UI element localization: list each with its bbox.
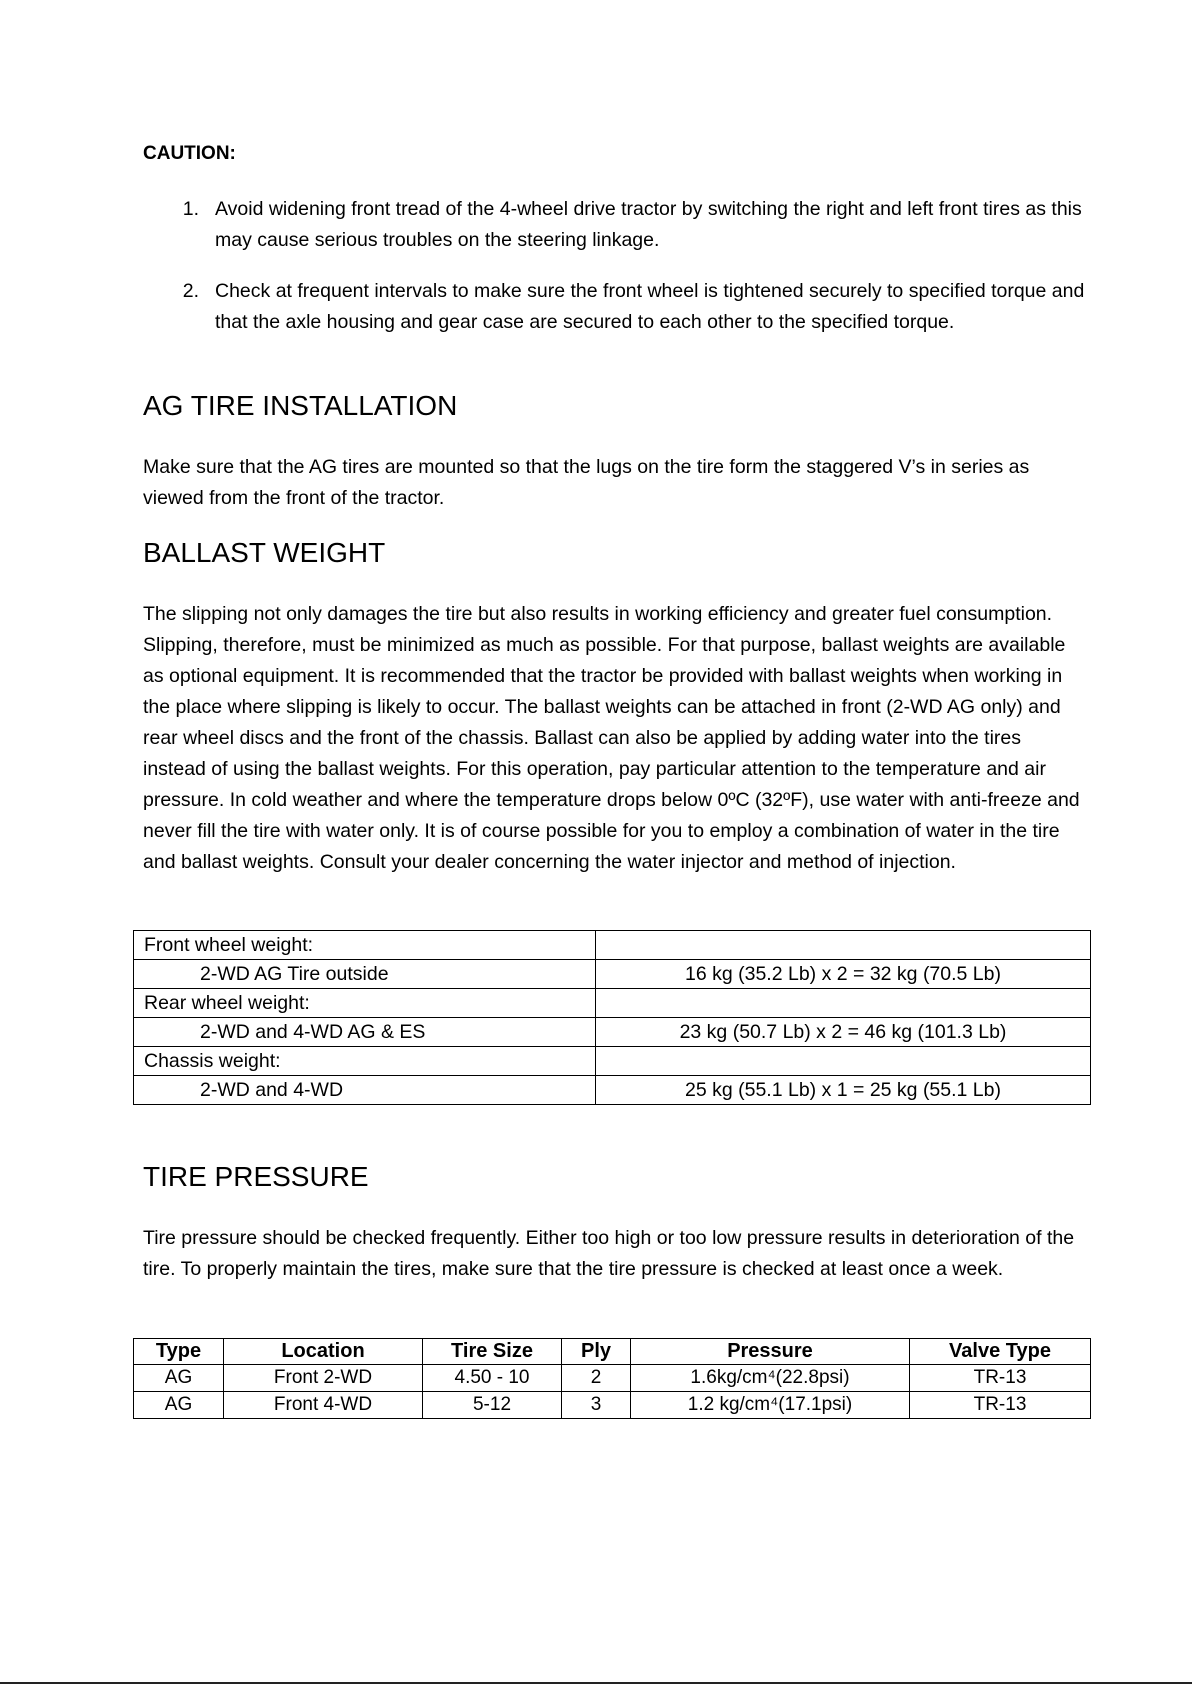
ballast-heading: BALLAST WEIGHT	[143, 537, 386, 568]
list-item	[143, 194, 1093, 256]
table-row	[134, 1365, 1091, 1392]
list-item	[143, 276, 1093, 338]
tire-pressure-paragraph: Tire pressure should be checked frequently. Either too high or too low pressure results in deterioration of the tire. To properly maintain the tires, make sure that the tire pressure is checked at least once a week.	[143, 1227, 1075, 1280]
list-number: 1.	[182, 198, 199, 220]
table-row	[134, 1047, 1091, 1076]
table-cell: TR-13	[910, 1365, 1091, 1392]
ag-tire-heading: AG TIRE INSTALLATION	[143, 390, 458, 421]
table-cell: 1.6kg/cm⁴(22.8psi)	[631, 1365, 910, 1392]
table-cell: 2	[562, 1365, 631, 1392]
page-bottom-border	[0, 1682, 1192, 1684]
table-cell: Front 2-WD	[224, 1365, 423, 1392]
caution-label: CAUTION:	[143, 143, 236, 164]
column-header: Pressure	[631, 1339, 910, 1365]
ag-tire-paragraph: Make sure that the AG tires are mounted so that the lugs on the tire form the staggered V’s in series as viewed from the front of the tractor.	[143, 456, 1030, 509]
table-cell: Front 4-WD	[224, 1392, 423, 1419]
table-row	[134, 1392, 1091, 1419]
list-text: Avoid widening front tread of the 4-wheel drive tractor by switching the right and left front tires as this may cause serious troubles on the steering linkage.	[215, 198, 1082, 251]
table-header-row	[134, 1339, 1091, 1365]
table-row	[134, 1076, 1091, 1105]
weight-value: 23 kg (50.7 Lb) x 2 = 46 kg (101.3 Lb)	[596, 1018, 1091, 1047]
weight-label: Rear wheel weight:	[134, 989, 596, 1018]
caution-list	[143, 194, 1093, 358]
weight-label: Front wheel weight:	[134, 931, 596, 960]
ballast-paragraph: The slipping not only damages the tire but also results in working efficiency and greater fuel consumption. Slipping, therefore, must be minimized as much as possible. For that purpose, ballast weights are available as optional equipment. It is recommended that the tractor be provided with ballast weights when working in the place where slipping is likely to occur. The ballast weights can be attached in front (2-WD AG only) and rear wheel discs and the front of the chassis. Ballast can also be applied by adding water into the tires instead of using the ballast weights. For this operation, pay particular attention to the temperature and air pressure. In cold weather and where the temperature drops below 0ºC (32ºF), use water with anti-freeze and never fill the tire with water only. It is of course possible for you to employ a combination of water in the tire and ballast weights. Consult your dealer concerning the water injector and method of injection.	[143, 603, 1080, 873]
weight-label: 2-WD and 4-WD	[134, 1076, 596, 1105]
column-header: Ply	[562, 1339, 631, 1365]
column-header: Valve Type	[910, 1339, 1091, 1365]
weight-label: Chassis weight:	[134, 1047, 596, 1076]
table-cell: AG	[134, 1365, 224, 1392]
table-cell: 1.2 kg/cm⁴(17.1psi)	[631, 1392, 910, 1419]
tire-pressure-table	[133, 1338, 1091, 1419]
table-cell: 4.50 - 10	[423, 1365, 562, 1392]
table-row	[134, 989, 1091, 1018]
table-row	[134, 960, 1091, 989]
weight-value	[596, 931, 1091, 960]
table-cell: 3	[562, 1392, 631, 1419]
weight-label: 2-WD and 4-WD AG & ES	[134, 1018, 596, 1047]
list-text: Check at frequent intervals to make sure the front wheel is tightened securely to specified torque and that the axle housing and gear case are secured to each other to the specified torque.	[215, 280, 1085, 333]
column-header: Tire Size	[423, 1339, 562, 1365]
list-number: 2.	[182, 280, 199, 302]
weight-value: 25 kg (55.1 Lb) x 1 = 25 kg (55.1 Lb)	[596, 1076, 1091, 1105]
tire-pressure-heading: TIRE PRESSURE	[143, 1161, 369, 1192]
weight-value	[596, 1047, 1091, 1076]
weight-value: 16 kg (35.2 Lb) x 2 = 32 kg (70.5 Lb)	[596, 960, 1091, 989]
table-row	[134, 1018, 1091, 1047]
column-header: Location	[224, 1339, 423, 1365]
ballast-weight-table	[133, 930, 1091, 1105]
column-header: Type	[134, 1339, 224, 1365]
table-row	[134, 931, 1091, 960]
table-cell: 5-12	[423, 1392, 562, 1419]
weight-value	[596, 989, 1091, 1018]
table-cell: AG	[134, 1392, 224, 1419]
weight-label: 2-WD AG Tire outside	[134, 960, 596, 989]
table-cell: TR-13	[910, 1392, 1091, 1419]
